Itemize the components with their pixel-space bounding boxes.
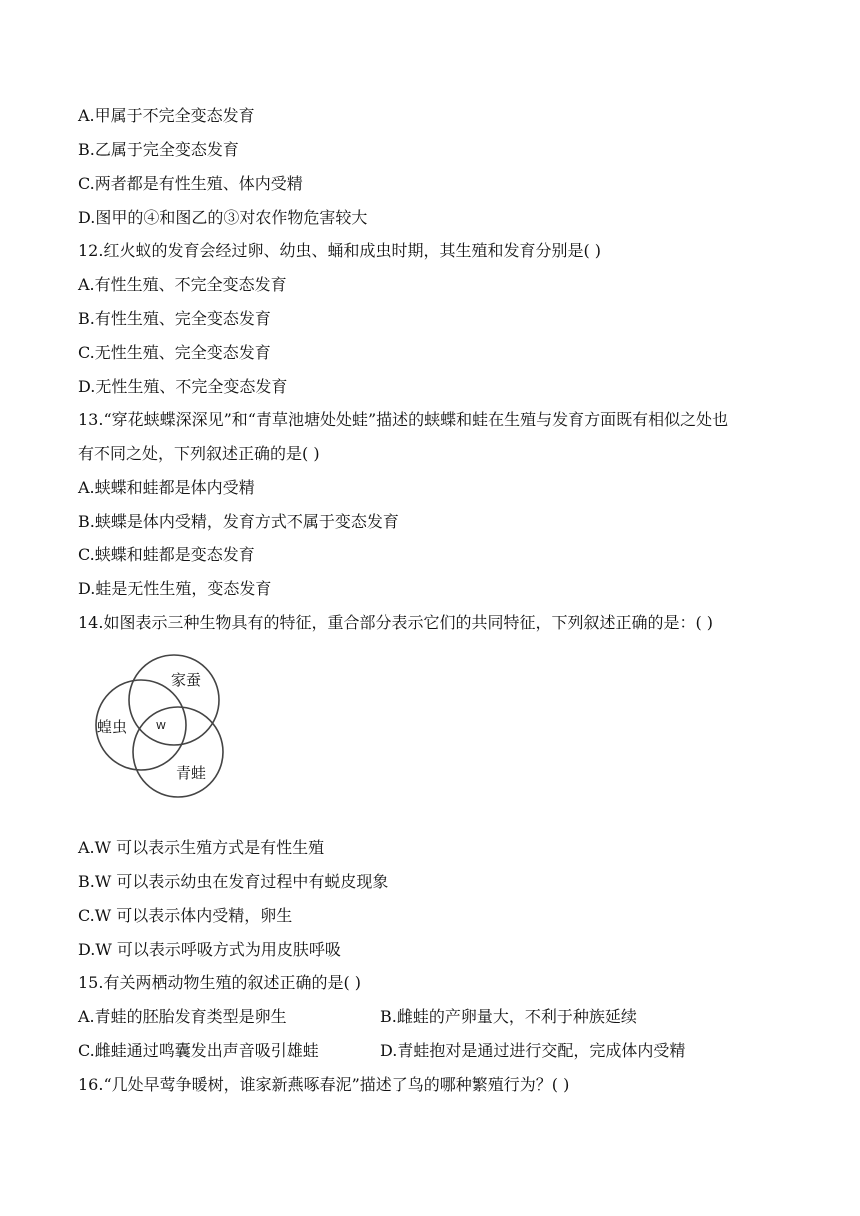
label-center-w: W	[156, 721, 166, 732]
q16-stem: 16.“几处早莺争暖树，谁家新燕啄春泥”描述了鸟的哪种繁殖行为？( )	[78, 1075, 570, 1094]
q14-option-a: A.W 可以表示生殖方式是有性生殖	[78, 838, 325, 857]
q13-option-d: D.蛙是无性生殖，变态发育	[78, 579, 272, 598]
q11-option-c: C.两者都是有性生殖、体内受精	[78, 174, 303, 193]
q15-option-b: B.雌蛙的产卵量大，不利于种族延续	[380, 1007, 637, 1026]
q11-option-a: A.甲属于不完全变态发育	[78, 106, 255, 125]
q12-option-c: C.无性生殖、完全变态发育	[78, 343, 271, 362]
q14-option-b: B.W 可以表示幼虫在发育过程中有蜕皮现象	[78, 872, 389, 891]
label-silkworm: 家蚕	[171, 671, 202, 689]
q13-stem-line1: 13.“穿花蛱蝶深深见”和“青草池塘处处蛙”描述的蛱蝶和蛙在生殖与发育方面既有相似之处也	[78, 410, 729, 429]
q13-stem-line2: 有不同之处，下列叙述正确的是( )	[78, 444, 320, 463]
q12-option-b: B.有性生殖、完全变态发育	[78, 309, 271, 328]
q11-option-d: D.图甲的④和图乙的③对农作物危害较大	[78, 208, 368, 227]
q14-stem: 14.如图表示三种生物具有的特征，重合部分表示它们的共同特征，下列叙述正确的是：( )	[78, 613, 714, 632]
q13-option-c: C.蛱蝶和蛙都是变态发育	[78, 545, 255, 564]
q11-option-b: B.乙属于完全变态发育	[78, 140, 239, 159]
label-locust: 蝗虫	[97, 718, 128, 736]
venn-diagram	[86, 650, 236, 800]
q15-option-a: A.青蛙的胚胎发育类型是卵生	[78, 1007, 287, 1026]
q14-option-c: C.W 可以表示体内受精，卵生	[78, 906, 293, 925]
circle-silkworm	[129, 655, 219, 745]
q15-stem: 15.有关两栖动物生殖的叙述正确的是( )	[78, 973, 362, 992]
q15-option-c: C.雌蛙通过鸣囊发出声音吸引雄蛙	[78, 1041, 319, 1060]
q12-option-a: A.有性生殖、不完全变态发育	[78, 275, 287, 294]
q13-option-b: B.蛱蝶是体内受精，发育方式不属于变态发育	[78, 512, 399, 531]
circle-frog	[133, 707, 223, 797]
q13-option-a: A.蛱蝶和蛙都是体内受精	[78, 478, 255, 497]
q12-option-d: D.无性生殖、不完全变态发育	[78, 377, 288, 396]
q14-option-d: D.W 可以表示呼吸方式为用皮肤呼吸	[78, 940, 341, 959]
q12-stem: 12.红火蚁的发育会经过卵、幼虫、蛹和成虫时期，其生殖和发育分别是( )	[78, 241, 602, 260]
q15-option-d: D.青蛙抱对是通过进行交配，完成体内受精	[380, 1041, 686, 1060]
label-frog: 青蛙	[176, 764, 207, 782]
